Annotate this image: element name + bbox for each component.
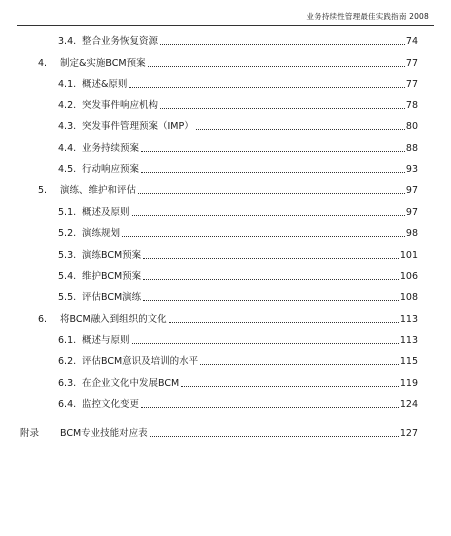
toc-entry-title: 演练规划 (82, 228, 121, 239)
toc-dot-leader (160, 107, 405, 109)
toc-entry[interactable] (58, 376, 418, 390)
toc-entry-page: 113 (399, 335, 418, 346)
toc-entry-title: 制定&实施BCM预案 (60, 58, 146, 69)
toc-entry-title: 概述与原则 (82, 335, 130, 346)
toc-entry[interactable] (38, 56, 418, 70)
toc-entry-title: 在企业文化中发展BCM (82, 378, 180, 389)
toc-entry-page: 113 (399, 314, 418, 325)
toc-dot-leader (150, 435, 399, 437)
toc-entry[interactable] (58, 290, 418, 304)
toc-entry[interactable] (58, 354, 418, 368)
toc-entry[interactable] (58, 269, 418, 283)
toc-dot-leader (160, 43, 405, 45)
toc-entry[interactable] (38, 183, 418, 197)
toc-entry[interactable] (20, 426, 418, 440)
toc-entry-number: 5.1. (58, 207, 77, 218)
toc-entry-title: 将BCM融入到组织的文化 (60, 314, 167, 325)
toc-entry-number: 4.3. (58, 121, 77, 132)
toc-entry-page: 78 (405, 100, 418, 111)
toc-entry-number: 4.1. (58, 79, 77, 90)
toc-entry-page: 97 (405, 185, 418, 196)
toc-entry[interactable] (58, 333, 418, 347)
toc-entry[interactable] (58, 141, 418, 155)
header-title: 业务持续性管理最佳实践指南 2008 (306, 12, 429, 21)
toc-entry-page: 127 (399, 428, 418, 439)
toc-dot-leader (122, 235, 405, 237)
toc-entry-number: 4.2. (58, 100, 77, 111)
toc-dot-leader (169, 321, 399, 323)
toc-dot-leader (196, 128, 405, 130)
toc-entry-number: 5. (38, 185, 48, 196)
toc-dot-leader (148, 65, 405, 67)
toc-dot-leader (143, 257, 399, 259)
toc-entry-page: 77 (405, 79, 418, 90)
toc-entry-title: 评估BCM演练 (82, 292, 142, 303)
toc-dot-leader (181, 385, 399, 387)
toc-entry-number: 5.2. (58, 228, 77, 239)
toc-entry-page: 106 (399, 271, 418, 282)
toc-entry-title: 业务持续预案 (82, 143, 140, 154)
toc-entry-title: 演练、维护和评估 (60, 185, 137, 196)
toc-entry-number: 4. (38, 58, 48, 69)
toc-entry-title: 监控文化变更 (82, 399, 140, 410)
toc-entry[interactable] (38, 312, 418, 326)
toc-entry-page: 124 (399, 399, 418, 410)
toc-entry-number: 4.5. (58, 164, 77, 175)
toc-dot-leader (141, 406, 399, 408)
toc-entry-page: 77 (405, 58, 418, 69)
toc-entry-page: 88 (405, 143, 418, 154)
toc-entry-title: 行动响应预案 (82, 164, 140, 175)
toc-entry-title: 演练BCM预案 (82, 250, 142, 261)
toc-entry[interactable] (58, 119, 418, 133)
toc-entry-page: 108 (399, 292, 418, 303)
toc-entry-number: 附录 (20, 428, 40, 439)
toc-entry-title: BCM专业技能对应表 (60, 428, 148, 439)
toc-entry-page: 101 (399, 250, 418, 261)
toc-entry[interactable] (58, 77, 418, 91)
toc-entry-title: 维护BCM预案 (82, 271, 142, 282)
toc-entry-number: 6.1. (58, 335, 77, 346)
toc-entry-page: 98 (405, 228, 418, 239)
toc-entry-title: 概述及原则 (82, 207, 130, 218)
toc-entry-number: 4.4. (58, 143, 77, 154)
toc-entry-title: 概述&原则 (82, 79, 128, 90)
toc-entry[interactable] (58, 205, 418, 219)
toc-entry-number: 5.4. (58, 271, 77, 282)
toc-entry[interactable] (58, 162, 418, 176)
toc-dot-leader (138, 192, 405, 194)
toc-entry-number: 6.3. (58, 378, 77, 389)
toc-dot-leader (143, 278, 399, 280)
toc-entry[interactable] (58, 397, 418, 411)
toc-entry-title: 突发事件响应机构 (82, 100, 159, 111)
toc-entry-page: 97 (405, 207, 418, 218)
toc-entry[interactable] (58, 248, 418, 262)
toc-entry-page: 74 (405, 36, 418, 47)
toc-entry[interactable] (58, 98, 418, 112)
toc-entry-page: 80 (405, 121, 418, 132)
toc-entry-number: 6.2. (58, 356, 77, 367)
toc-entry-number: 6. (38, 314, 48, 325)
toc-dot-leader (200, 363, 399, 365)
toc-entry-title: 突发事件管理预案（IMP） (82, 121, 194, 132)
header-rule (17, 25, 434, 26)
toc-entry-page: 115 (399, 356, 418, 367)
toc-dot-leader (141, 171, 405, 173)
toc-dot-leader (129, 86, 404, 88)
toc-entry-number: 3.4. (58, 36, 77, 47)
toc-entry-title: 整合业务恢复资源 (82, 36, 159, 47)
toc-dot-leader (141, 150, 405, 152)
toc-entry-number: 6.4. (58, 399, 77, 410)
toc-entry-title: 评估BCM意识及培训的水平 (82, 356, 199, 367)
toc-entry[interactable] (58, 34, 418, 48)
toc-entry-page: 93 (405, 164, 418, 175)
toc-dot-leader (143, 299, 399, 301)
toc-entry-page: 119 (399, 378, 418, 389)
toc-entry[interactable] (58, 226, 418, 240)
toc-entry-number: 5.3. (58, 250, 77, 261)
toc-dot-leader (132, 214, 405, 216)
toc-dot-leader (132, 342, 399, 344)
toc-entry-number: 5.5. (58, 292, 77, 303)
